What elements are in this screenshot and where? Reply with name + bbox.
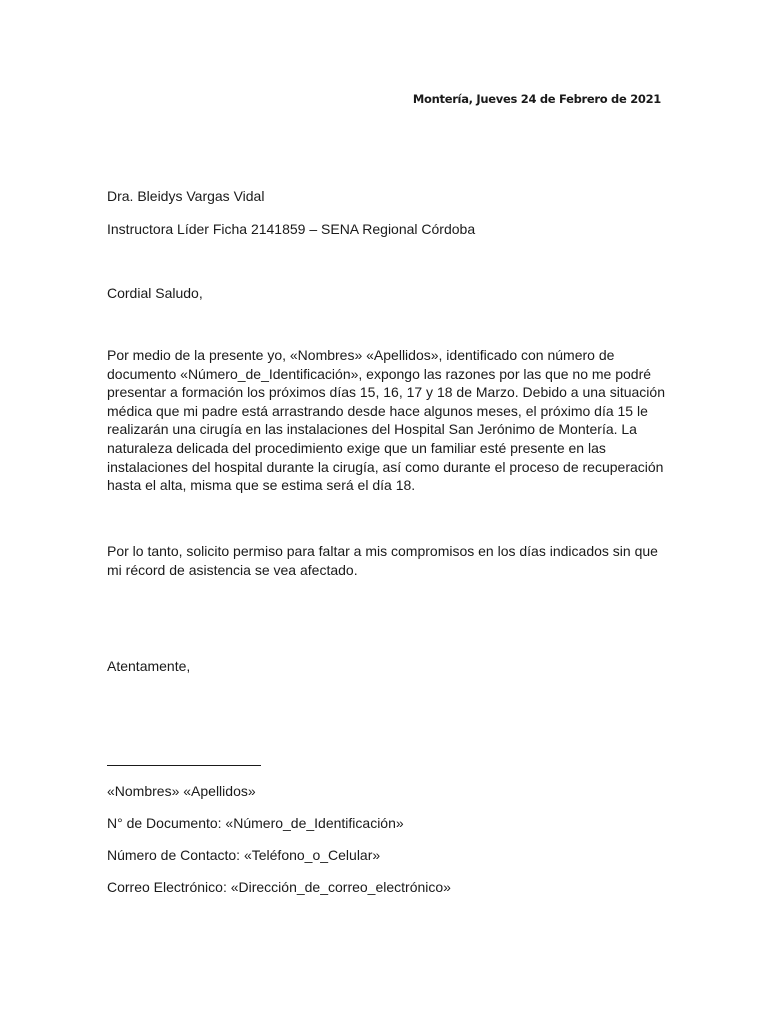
greeting: Cordial Saludo,: [107, 285, 203, 301]
body-paragraph-2: [107, 542, 667, 579]
paragraph-line: documento «Número_de_Identificación», expongo las razones por las que no me podré: [107, 365, 652, 382]
paragraph-line: presentar a formación los próximos días 15, 16, 17 y 18 de Marzo. Debido a una situación: [107, 384, 665, 401]
paragraph-line: naturaleza delicada del procedimiento exige que un familiar esté presente en las: [107, 439, 606, 456]
paragraph-line: hasta el alta, misma que se estima será el día 18.: [107, 477, 416, 494]
signature-email: Correo Electrónico: «Dirección_de_correo_electrónico»: [107, 879, 451, 895]
recipient-name: Dra. Bleidys Vargas Vidal: [107, 188, 265, 204]
recipient-title: Instructora Líder Ficha 2141859 – SENA Regional Córdoba: [107, 221, 476, 237]
paragraph-line: realizarán una cirugía en las instalaciones del Hospital San Jerónimo de Montería. La: [107, 421, 637, 438]
signature-document: N° de Documento: «Número_de_Identificación»: [107, 815, 404, 831]
body-paragraph-1: [107, 346, 667, 495]
paragraph-line: médica que mi padre está arrastrando desde hace algunos meses, el próximo día 15 le: [107, 402, 648, 419]
paragraph-line: Por medio de la presente yo, «Nombres» «Apellidos», identificado con número de: [107, 347, 615, 363]
signature-name: «Nombres» «Apellidos»: [107, 783, 256, 799]
closing: Atentamente,: [107, 658, 191, 674]
paragraph-line: instalaciones del hospital durante la cirugía, así como durante el proceso de recuperación: [107, 458, 664, 475]
paragraph-line: mi récord de asistencia se vea afectado.: [107, 561, 358, 578]
letter-date: Montería, Jueves 24 de Febrero de 2021: [412, 92, 661, 106]
signature-contact: Número de Contacto: «Teléfono_o_Celular»: [107, 847, 381, 863]
paragraph-line: Por lo tanto, solicito permiso para faltar a mis compromisos en los días indicados sin que: [107, 543, 658, 559]
signature-line: [107, 765, 261, 766]
